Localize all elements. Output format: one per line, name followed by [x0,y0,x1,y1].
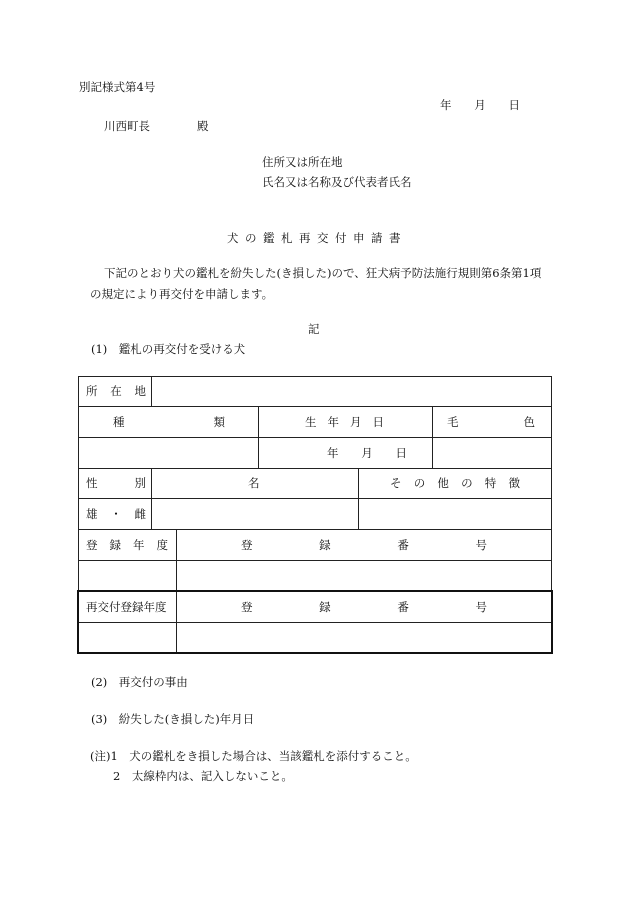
date-line [440,100,520,112]
other-features-field[interactable] [359,499,551,529]
section-3-heading: (3) 紛失した(き損した)年月日 [91,712,255,726]
reissue-registration-year-field [80,623,176,652]
registration-number-label: 登 録 番 号 [241,537,487,552]
other-features-label: そ の 他 の 特 徴 [390,476,520,490]
registration-year-label: 登 録 年 度 [86,537,168,552]
coat-color-field[interactable] [433,438,551,468]
birth-date-label: 生 年 月 日 [305,414,384,429]
date-month: 月 [474,98,486,112]
name-field[interactable] [152,499,358,529]
name-label: 名 [248,476,260,490]
registration-number-field[interactable] [177,561,551,590]
note-2: 2 太線枠内は、記入しないこと。 [113,769,293,783]
coat-color-label: 毛 色 [447,414,535,429]
body-line-2: の規定により再交付を申請します。 [90,287,274,301]
sex-label: 性 別 [86,476,146,490]
ki-heading: 記 [308,322,320,336]
location-field[interactable] [152,377,551,406]
addressee-honorific: 殿 [197,119,209,133]
breed-label: 種 類 [113,414,225,429]
reissue-registration-year-label: 再交付登録年度 [86,600,167,614]
registration-year-field[interactable] [79,561,176,590]
date-year: 年 [440,98,452,112]
page-title: 犬の鑑札再交付申請書 [227,231,407,245]
reissue-registration-number-label: 登 録 番 号 [241,600,487,614]
date-day: 日 [508,98,520,112]
reissue-registration-number-field [177,623,550,652]
applicant-name-label: 氏名又は名称及び代表者氏名 [262,175,412,189]
birth-date-field[interactable]: 年 月 日 [327,446,407,460]
section-1-heading: (1) 鑑札の再交付を受ける犬 [91,342,246,356]
body-line-1: 下記のとおり犬の鑑札を紛失した(き損した)ので、狂犬病予防法施行規則第6条第1項 [104,266,542,280]
note-1: (注)1 犬の鑑札をき損した場合は、当該鑑札を添付すること。 [90,749,417,763]
applicant-address-label: 住所又は所在地 [262,155,343,169]
sex-value[interactable]: 雄 ・ 雌 [86,507,146,521]
form-number: 別記様式第4号 [79,80,156,94]
section-2-heading: (2) 再交付の事由 [91,675,188,689]
addressee-name: 川西町長 [104,119,150,133]
breed-field[interactable] [79,438,258,468]
location-label: 所 在 地 [86,384,146,398]
